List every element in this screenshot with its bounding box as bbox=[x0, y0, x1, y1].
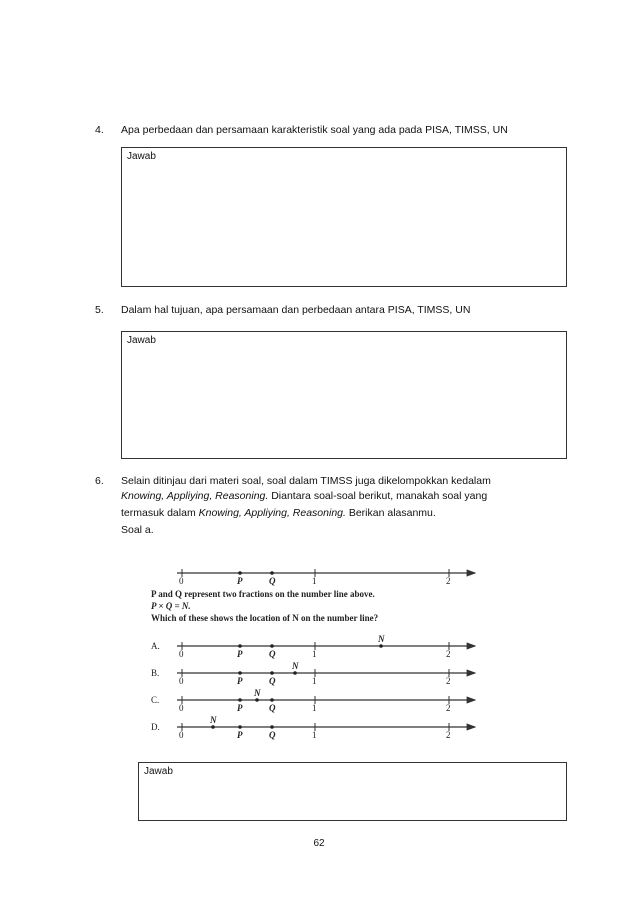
statement-2: P × Q = N. bbox=[151, 601, 191, 611]
answer-label: Jawab bbox=[127, 151, 156, 162]
tick-label-P: P bbox=[237, 703, 243, 713]
number-line-figure bbox=[145, 563, 505, 748]
answer-box-5[interactable] bbox=[121, 331, 567, 459]
tick-label-0: 0 bbox=[179, 676, 184, 686]
point-Q bbox=[270, 671, 274, 675]
point-Q bbox=[270, 571, 274, 575]
point-N bbox=[255, 698, 259, 702]
tick-label-2: 2 bbox=[446, 676, 451, 686]
tick-label-2: 2 bbox=[446, 730, 451, 740]
question-6 bbox=[0, 473, 638, 489]
answer-label: Jawab bbox=[144, 766, 173, 777]
point-Q bbox=[270, 698, 274, 702]
option-label: A. bbox=[151, 641, 160, 651]
number-line-svg bbox=[145, 563, 505, 748]
point-N bbox=[379, 644, 383, 648]
label-N: N bbox=[292, 661, 299, 671]
tick-label-Q: Q bbox=[269, 676, 276, 686]
tick-label-P: P bbox=[237, 576, 243, 586]
tick-label-0: 0 bbox=[179, 576, 184, 586]
answer-label: Jawab bbox=[127, 335, 156, 346]
label-N: N bbox=[254, 688, 261, 698]
question-number: 5. bbox=[95, 304, 104, 316]
option-label: B. bbox=[151, 668, 160, 678]
tick-label-P: P bbox=[237, 649, 243, 659]
tick-label-P: P bbox=[237, 730, 243, 740]
question-text: Dalam hal tujuan, apa persamaan dan perbedaan antara PISA, TIMSS, UN bbox=[121, 304, 471, 316]
tick-label-Q: Q bbox=[269, 649, 276, 659]
page-number: 62 bbox=[313, 838, 325, 849]
point-N bbox=[211, 725, 215, 729]
question-6-line-2: Knowing, Appliying, Reasoning. Diantara soal-soal berikut, manakah soal yang bbox=[121, 490, 488, 502]
statement-1: P and Q represent two fractions on the number line above. bbox=[151, 589, 375, 599]
tick-label-1: 1 bbox=[312, 649, 317, 659]
question-6-line-3: termasuk dalam Knowing, Appliying, Reasoning. Berikan alasanmu. bbox=[121, 507, 436, 519]
option-label: C. bbox=[151, 695, 160, 705]
point-Q bbox=[270, 644, 274, 648]
statement-3: Which of these shows the location of N on the number line? bbox=[151, 613, 379, 623]
question-text: Selain ditinjau dari materi soal, soal dalam TIMSS juga dikelompokkan kedalam bbox=[121, 475, 491, 487]
question-5 bbox=[0, 302, 638, 318]
tick-label-0: 0 bbox=[179, 649, 184, 659]
tick-label-Q: Q bbox=[269, 730, 276, 740]
point-P bbox=[238, 725, 242, 729]
question-4 bbox=[0, 122, 638, 138]
question-text: Apa perbedaan dan persamaan karakteristik soal yang ada pada PISA, TIMSS, UN bbox=[121, 124, 508, 136]
tick-label-2: 2 bbox=[446, 703, 451, 713]
point-P bbox=[238, 644, 242, 648]
option-label: D. bbox=[151, 722, 160, 732]
tick-label-Q: Q bbox=[269, 703, 276, 713]
tick-label-P: P bbox=[237, 676, 243, 686]
answer-box-4[interactable] bbox=[121, 147, 567, 287]
label-N: N bbox=[210, 715, 217, 725]
tick-label-0: 0 bbox=[179, 730, 184, 740]
tick-label-1: 1 bbox=[312, 703, 317, 713]
question-number: 4. bbox=[95, 124, 104, 136]
question-6-line-4: Soal a. bbox=[121, 524, 154, 536]
point-N bbox=[293, 671, 297, 675]
answer-box-6[interactable] bbox=[138, 762, 567, 821]
tick-label-Q: Q bbox=[269, 576, 276, 586]
question-number: 6. bbox=[95, 475, 104, 487]
tick-label-0: 0 bbox=[179, 703, 184, 713]
tick-label-1: 1 bbox=[312, 676, 317, 686]
tick-label-1: 1 bbox=[312, 730, 317, 740]
point-P bbox=[238, 571, 242, 575]
tick-label-2: 2 bbox=[446, 576, 451, 586]
point-P bbox=[238, 671, 242, 675]
label-N: N bbox=[378, 634, 385, 644]
point-P bbox=[238, 698, 242, 702]
tick-label-1: 1 bbox=[312, 576, 317, 586]
point-Q bbox=[270, 725, 274, 729]
tick-label-2: 2 bbox=[446, 649, 451, 659]
